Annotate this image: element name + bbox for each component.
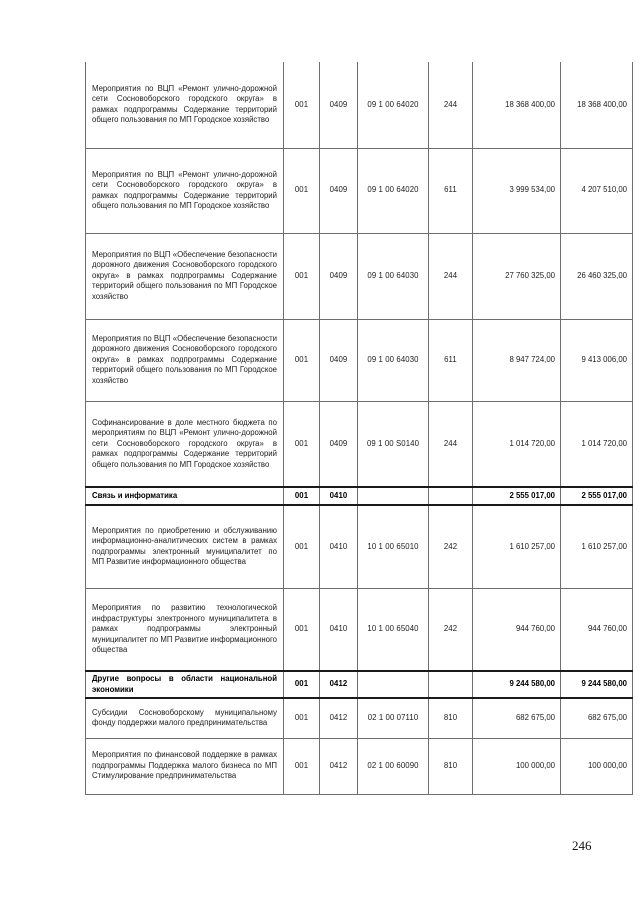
cell-amount-next: 4 207 510,00 [561, 148, 633, 233]
cell-amount-current: 3 999 534,00 [473, 148, 561, 233]
cell-amount-current: 682 675,00 [473, 698, 561, 738]
cell-amount-current: 944 760,00 [473, 588, 561, 671]
cell-amount-next: 2 555 017,00 [561, 487, 633, 505]
cell-amount-next: 944 760,00 [561, 588, 633, 671]
cell-amount-next: 1 014 720,00 [561, 401, 633, 487]
cell-expense-type-code [429, 671, 473, 698]
cell-amount-current: 18 368 400,00 [473, 62, 561, 148]
cell-expense-type-code: 810 [429, 698, 473, 738]
cell-amount-next: 26 460 325,00 [561, 233, 633, 319]
cell-description: Связь и информатика [86, 487, 284, 505]
table-row [86, 319, 633, 401]
cell-grbs-code: 001 [284, 401, 320, 487]
cell-description: Мероприятия по ВЦП «Обеспечение безопасности дорожного движения Сосновоборского городского округа» в рамках подпрограммы Содержание территорий общего пользования по МП Городское хозяйство [86, 319, 284, 401]
cell-section-code: 0412 [320, 671, 358, 698]
cell-amount-next: 9 244 580,00 [561, 671, 633, 698]
table-row [86, 698, 633, 738]
cell-amount-next: 18 368 400,00 [561, 62, 633, 148]
cell-target-article-code: 02 1 00 07110 [358, 698, 429, 738]
cell-expense-type-code: 242 [429, 505, 473, 588]
cell-target-article-code [358, 487, 429, 505]
cell-section-code: 0409 [320, 319, 358, 401]
cell-amount-next: 9 413 006,00 [561, 319, 633, 401]
table-row [86, 588, 633, 671]
cell-description: Мероприятия по финансовой поддержке в рамках подпрограммы Поддержка малого бизнеса по МП Стимулирование предпринимательства [86, 738, 284, 794]
cell-expense-type-code: 810 [429, 738, 473, 794]
cell-expense-type-code: 244 [429, 62, 473, 148]
cell-description: Мероприятия по ВЦП «Ремонт улично-дорожной сети Сосновоборского городского округа» в рамках подпрограммы Содержание территорий общего пользования по МП Городское хозяйство [86, 148, 284, 233]
cell-amount-current: 1 014 720,00 [473, 401, 561, 487]
cell-amount-next: 1 610 257,00 [561, 505, 633, 588]
cell-grbs-code: 001 [284, 588, 320, 671]
cell-expense-type-code: 242 [429, 588, 473, 671]
cell-description: Мероприятия по приобретению и обслуживанию информационно-аналитических систем в рамках подпрограммы электронный муниципалитет по МП Развитие информационного общества [86, 505, 284, 588]
cell-target-article-code: 09 1 00 64020 [358, 148, 429, 233]
cell-amount-current: 9 244 580,00 [473, 671, 561, 698]
cell-section-code: 0412 [320, 738, 358, 794]
cell-section-code: 0410 [320, 588, 358, 671]
cell-target-article-code: 09 1 00 64030 [358, 233, 429, 319]
cell-target-article-code: 10 1 00 65010 [358, 505, 429, 588]
cell-grbs-code: 001 [284, 319, 320, 401]
cell-target-article-code: 09 1 00 64030 [358, 319, 429, 401]
cell-amount-current: 8 947 724,00 [473, 319, 561, 401]
cell-amount-current: 100 000,00 [473, 738, 561, 794]
cell-grbs-code: 001 [284, 148, 320, 233]
cell-expense-type-code: 611 [429, 148, 473, 233]
cell-description: Мероприятия по ВЦП «Обеспечение безопасности дорожного движения Сосновоборского городского округа» в рамках подпрограммы Содержание территорий общего пользования по МП Городское хозяйство [86, 233, 284, 319]
cell-description: Софинансирование в доле местного бюджета по мероприятиям по ВЦП «Ремонт улично-дорожной сети Сосновоборского городского округа» в рамках подпрограммы Содержание территорий общего пользования по МП Городское хозяйство [86, 401, 284, 487]
cell-grbs-code: 001 [284, 738, 320, 794]
cell-expense-type-code: 244 [429, 401, 473, 487]
page-number: 246 [572, 838, 592, 853]
cell-grbs-code: 001 [284, 233, 320, 319]
cell-description: Другие вопросы в области национальной экономики [86, 671, 284, 698]
cell-expense-type-code [429, 487, 473, 505]
table-row [86, 233, 633, 319]
cell-amount-next: 100 000,00 [561, 738, 633, 794]
cell-grbs-code: 001 [284, 505, 320, 588]
table-row-section-total [86, 487, 633, 505]
cell-expense-type-code: 611 [429, 319, 473, 401]
cell-section-code: 0410 [320, 487, 358, 505]
cell-description: Субсидии Сосновоборскому муниципальному фонду поддержки малого предпринимательства [86, 698, 284, 738]
table-row [86, 505, 633, 588]
cell-target-article-code: 10 1 00 65040 [358, 588, 429, 671]
table-row [86, 401, 633, 487]
cell-grbs-code: 001 [284, 671, 320, 698]
cell-section-code: 0412 [320, 698, 358, 738]
cell-amount-current: 27 760 325,00 [473, 233, 561, 319]
cell-target-article-code: 09 1 00 64020 [358, 62, 429, 148]
cell-amount-current: 2 555 017,00 [473, 487, 561, 505]
table-row-section-total [86, 671, 633, 698]
cell-grbs-code: 001 [284, 62, 320, 148]
table-row [86, 738, 633, 794]
budget-table [85, 62, 633, 795]
cell-grbs-code: 001 [284, 487, 320, 505]
cell-description: Мероприятия по развитию технологической инфраструктуры электронного муниципалитета в рамках подпрограммы электронный муниципалитет по МП Развитие информационного общества [86, 588, 284, 671]
cell-target-article-code: 09 1 00 S0140 [358, 401, 429, 487]
table-row [86, 62, 633, 148]
cell-section-code: 0409 [320, 233, 358, 319]
cell-amount-current: 1 610 257,00 [473, 505, 561, 588]
cell-target-article-code [358, 671, 429, 698]
cell-section-code: 0409 [320, 62, 358, 148]
cell-target-article-code: 02 1 00 60090 [358, 738, 429, 794]
cell-section-code: 0409 [320, 148, 358, 233]
cell-description: Мероприятия по ВЦП «Ремонт улично-дорожной сети Сосновоборского городского округа» в рамках подпрограммы Содержание территорий общего пользования по МП Городское хозяйство [86, 62, 284, 148]
cell-grbs-code: 001 [284, 698, 320, 738]
cell-amount-next: 682 675,00 [561, 698, 633, 738]
cell-section-code: 0409 [320, 401, 358, 487]
cell-expense-type-code: 244 [429, 233, 473, 319]
table-row [86, 148, 633, 233]
cell-section-code: 0410 [320, 505, 358, 588]
